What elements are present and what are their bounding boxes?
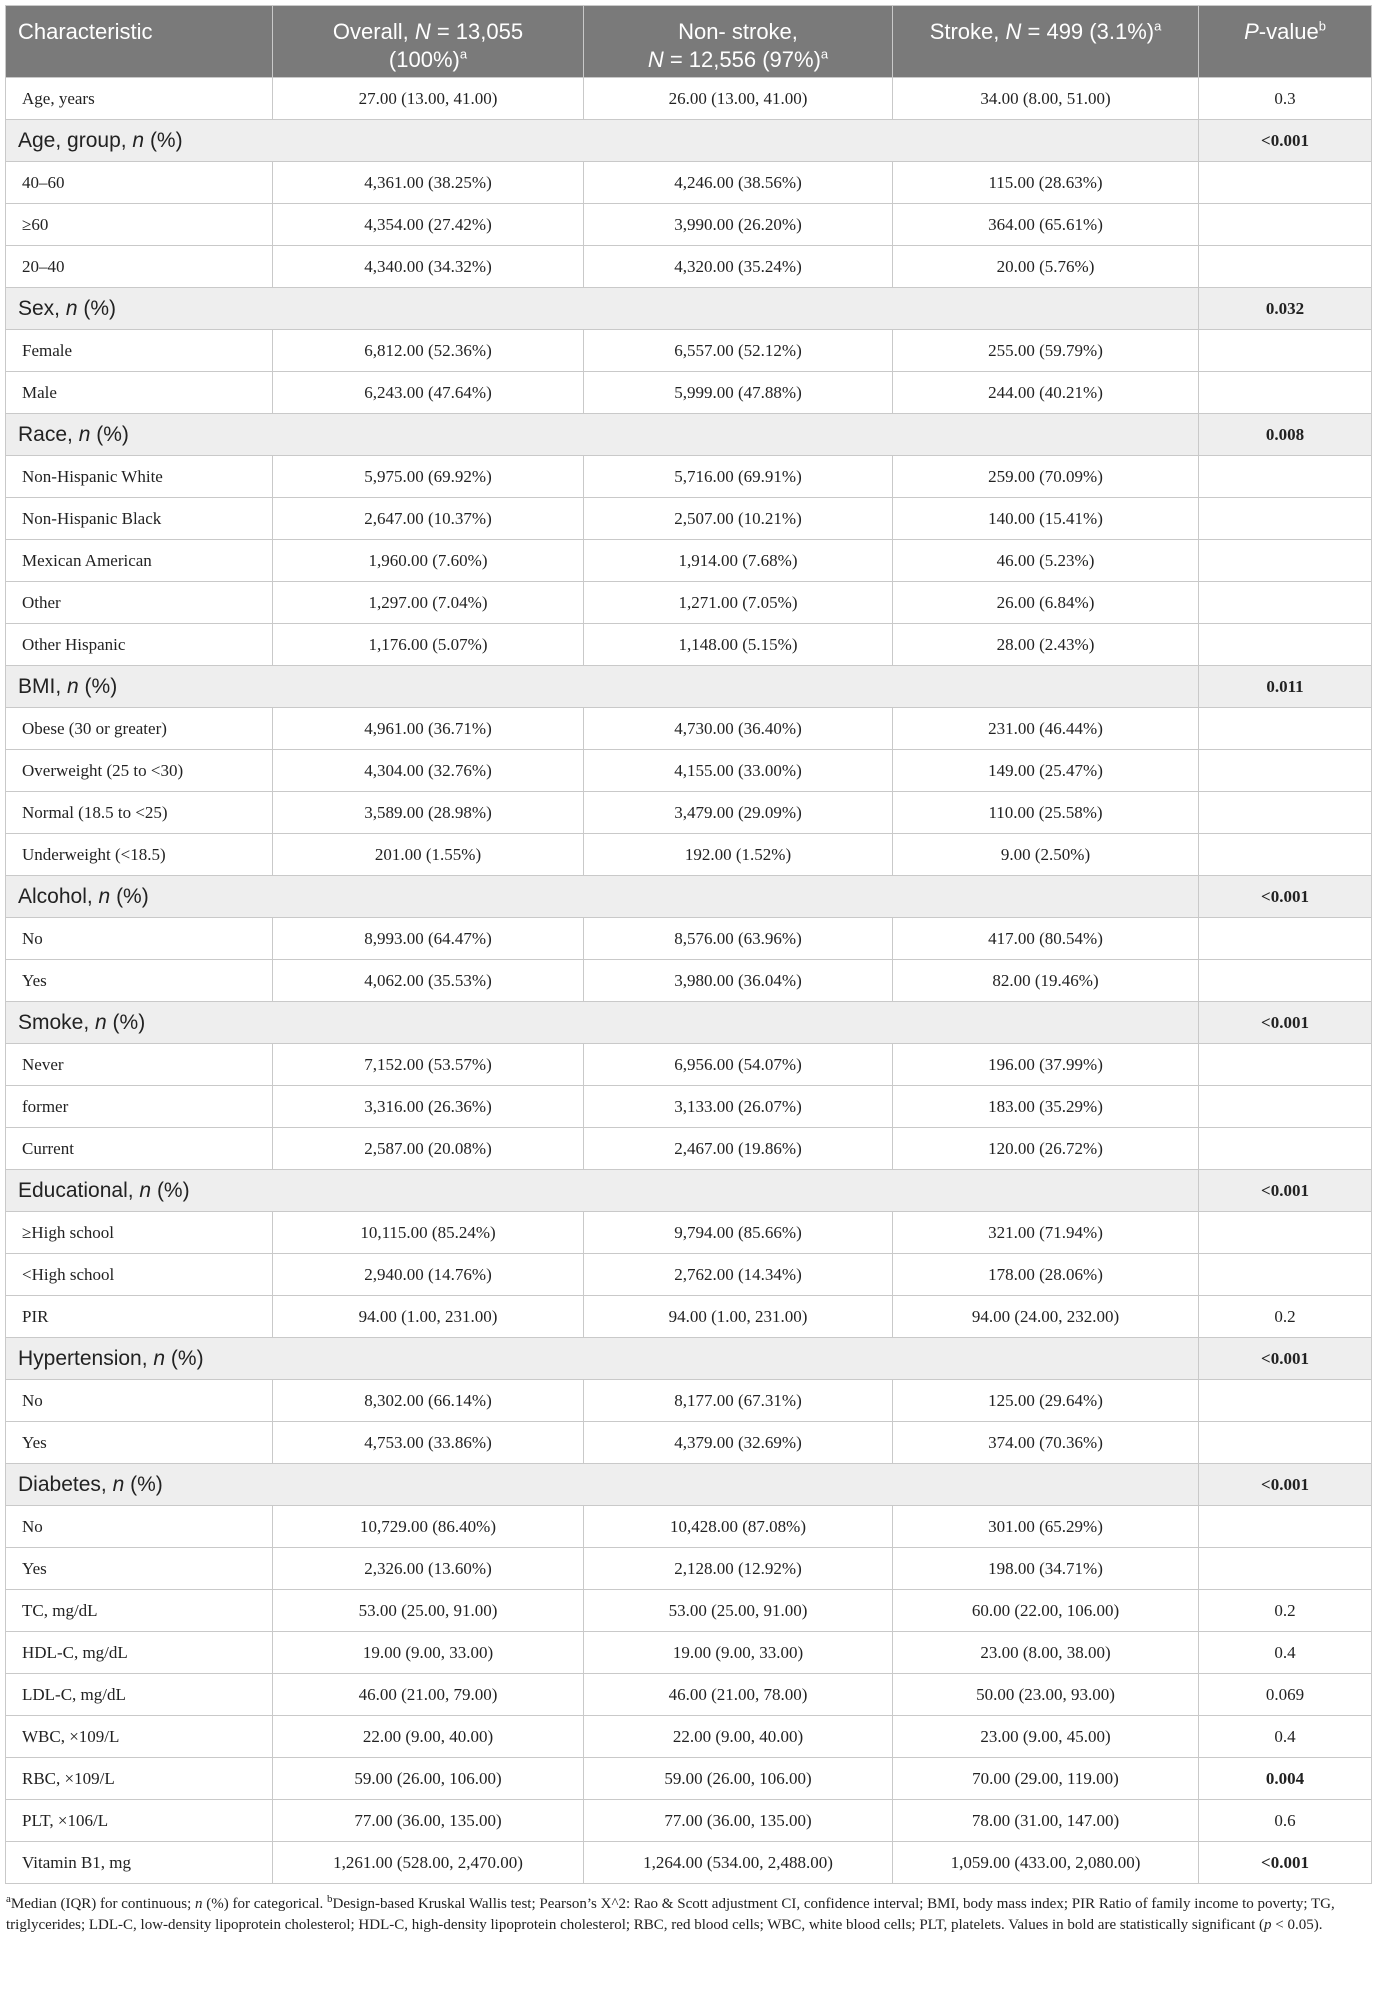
table-row xyxy=(6,246,1372,288)
row-label: Current xyxy=(6,1128,273,1170)
row-label: No xyxy=(6,918,273,960)
group-pvalue: 0.011 xyxy=(1199,666,1372,708)
table-body xyxy=(6,78,1372,1884)
cell-nonstroke: 1,914.00 (7.68%) xyxy=(584,540,893,582)
cell-stroke: 70.00 (29.00, 119.00) xyxy=(893,1758,1199,1800)
footnote-b-text: Design-based Kruskal Wallis test; Pearson’s X^2: Rao & Scott adjustment CI, confidence interval; BMI, body mass index; PIR Ratio of family income to poverty; TG, triglycerides; LDL-C, low-density lipoprotein cholesterol; HDL-C, high-density lipoprotein cholesterol; RBC, red blood cells; WBC, white blood cells; PLT, platelets. Values in bold are statistically significant ( xyxy=(6,1896,1335,1933)
header-stroke-n: N xyxy=(1005,19,1022,44)
row-label: Non-Hispanic White xyxy=(6,456,273,498)
row-label: HDL-C, mg/dL xyxy=(6,1632,273,1674)
group-label-suffix: (%) xyxy=(106,1010,146,1034)
cell-stroke: 149.00 (25.47%) xyxy=(893,750,1199,792)
table-row xyxy=(6,1422,1372,1464)
cell-overall: 7,152.00 (53.57%) xyxy=(273,1044,584,1086)
cell-overall: 4,354.00 (27.42%) xyxy=(273,204,584,246)
row-label: Yes xyxy=(6,1422,273,1464)
group-label xyxy=(6,414,1199,456)
table-row xyxy=(6,1254,1372,1296)
cell-pvalue xyxy=(1199,1506,1372,1548)
table-row xyxy=(6,834,1372,876)
group-pvalue: <0.001 xyxy=(1199,1170,1372,1212)
row-label: No xyxy=(6,1380,273,1422)
group-pvalue: <0.001 xyxy=(1199,120,1372,162)
cell-pvalue: 0.4 xyxy=(1199,1716,1372,1758)
cell-stroke: 46.00 (5.23%) xyxy=(893,540,1199,582)
header-characteristic-text: Characteristic xyxy=(18,19,153,44)
cell-pvalue xyxy=(1199,918,1372,960)
group-label-text: Educational, xyxy=(18,1178,140,1202)
cell-overall: 1,261.00 (528.00, 2,470.00) xyxy=(273,1842,584,1884)
group-label-n: n xyxy=(95,1010,107,1034)
group-label xyxy=(6,288,1199,330)
cell-stroke: 301.00 (65.29%) xyxy=(893,1506,1199,1548)
group-label-n: n xyxy=(65,296,78,320)
cell-overall: 2,587.00 (20.08%) xyxy=(273,1128,584,1170)
cell-stroke: 364.00 (65.61%) xyxy=(893,204,1199,246)
cell-pvalue: 0.2 xyxy=(1199,1590,1372,1632)
cell-pvalue: 0.004 xyxy=(1199,1758,1372,1800)
row-label: Other xyxy=(6,582,273,624)
group-label-suffix: (%) xyxy=(78,674,118,698)
cell-nonstroke: 77.00 (36.00, 135.00) xyxy=(584,1800,893,1842)
cell-pvalue xyxy=(1199,162,1372,204)
cell-pvalue: 0.6 xyxy=(1199,1800,1372,1842)
table-row xyxy=(6,1716,1372,1758)
row-label: Vitamin B1, mg xyxy=(6,1842,273,1884)
cell-overall: 22.00 (9.00, 40.00) xyxy=(273,1716,584,1758)
header-pvalue xyxy=(1199,6,1372,78)
cell-pvalue xyxy=(1199,1422,1372,1464)
cell-nonstroke: 22.00 (9.00, 40.00) xyxy=(584,1716,893,1758)
cell-stroke: 110.00 (25.58%) xyxy=(893,792,1199,834)
group-pvalue: <0.001 xyxy=(1199,1002,1372,1044)
cell-nonstroke: 9,794.00 (85.66%) xyxy=(584,1212,893,1254)
group-header-row xyxy=(6,120,1372,162)
group-header-row xyxy=(6,1338,1372,1380)
cell-stroke: 198.00 (34.71%) xyxy=(893,1548,1199,1590)
cell-pvalue: 0.2 xyxy=(1199,1296,1372,1338)
group-label-text: BMI, xyxy=(18,674,68,698)
cell-nonstroke: 1,271.00 (7.05%) xyxy=(584,582,893,624)
header-overall-count: = 13,055 xyxy=(430,19,524,44)
cell-overall: 8,993.00 (64.47%) xyxy=(273,918,584,960)
row-label: Normal (18.5 to <25) xyxy=(6,792,273,834)
cell-stroke: 120.00 (26.72%) xyxy=(893,1128,1199,1170)
cell-stroke: 115.00 (28.63%) xyxy=(893,162,1199,204)
baseline-characteristics-table xyxy=(5,5,1372,1884)
cell-pvalue xyxy=(1199,834,1372,876)
cell-stroke: 255.00 (59.79%) xyxy=(893,330,1199,372)
table-row xyxy=(6,372,1372,414)
row-label: No xyxy=(6,1506,273,1548)
cell-stroke: 34.00 (8.00, 51.00) xyxy=(893,78,1199,120)
table-row xyxy=(6,498,1372,540)
cell-stroke: 26.00 (6.84%) xyxy=(893,582,1199,624)
cell-stroke: 50.00 (23.00, 93.00) xyxy=(893,1674,1199,1716)
cell-nonstroke: 19.00 (9.00, 33.00) xyxy=(584,1632,893,1674)
cell-nonstroke: 2,762.00 (14.34%) xyxy=(584,1254,893,1296)
cell-nonstroke: 3,980.00 (36.04%) xyxy=(584,960,893,1002)
group-header-row xyxy=(6,1170,1372,1212)
group-label xyxy=(6,120,1199,162)
row-label: ≥60 xyxy=(6,204,273,246)
cell-nonstroke: 26.00 (13.00, 41.00) xyxy=(584,78,893,120)
cell-overall: 1,297.00 (7.04%) xyxy=(273,582,584,624)
cell-nonstroke: 1,148.00 (5.15%) xyxy=(584,624,893,666)
cell-nonstroke: 53.00 (25.00, 91.00) xyxy=(584,1590,893,1632)
row-label: Yes xyxy=(6,1548,273,1590)
cell-overall: 10,729.00 (86.40%) xyxy=(273,1506,584,1548)
group-label-suffix: (%) xyxy=(151,1178,190,1202)
group-header-row xyxy=(6,666,1372,708)
cell-pvalue xyxy=(1199,624,1372,666)
cell-nonstroke: 5,716.00 (69.91%) xyxy=(584,456,893,498)
table-container xyxy=(5,5,1371,1936)
group-label xyxy=(6,1170,1199,1212)
group-label xyxy=(6,876,1199,918)
cell-pvalue xyxy=(1199,1254,1372,1296)
table-row xyxy=(6,78,1372,120)
table-row xyxy=(6,330,1372,372)
cell-stroke: 231.00 (46.44%) xyxy=(893,708,1199,750)
header-overall-pct: (100%) xyxy=(388,47,460,72)
table-row xyxy=(6,540,1372,582)
cell-nonstroke: 4,379.00 (32.69%) xyxy=(584,1422,893,1464)
table-row xyxy=(6,204,1372,246)
cell-overall: 94.00 (1.00, 231.00) xyxy=(273,1296,584,1338)
cell-stroke: 60.00 (22.00, 106.00) xyxy=(893,1590,1199,1632)
table-row xyxy=(6,1842,1372,1884)
row-label: Female xyxy=(6,330,273,372)
cell-pvalue: 0.3 xyxy=(1199,78,1372,120)
table-row xyxy=(6,1548,1372,1590)
footnote-sup-a: a xyxy=(6,1893,11,1905)
table-row xyxy=(6,1212,1372,1254)
group-label xyxy=(6,1002,1199,1044)
group-header-row xyxy=(6,876,1372,918)
cell-overall: 1,176.00 (5.07%) xyxy=(273,624,584,666)
row-label: <High school xyxy=(6,1254,273,1296)
cell-pvalue xyxy=(1199,372,1372,414)
table-row xyxy=(6,1044,1372,1086)
cell-nonstroke: 8,576.00 (63.96%) xyxy=(584,918,893,960)
table-row xyxy=(6,1380,1372,1422)
cell-overall: 3,589.00 (28.98%) xyxy=(273,792,584,834)
group-label xyxy=(6,666,1199,708)
header-pvalue-label: -value xyxy=(1258,19,1319,44)
group-header-row xyxy=(6,1464,1372,1506)
footnote-b-post: < 0.05). xyxy=(1271,1917,1323,1933)
header-characteristic xyxy=(6,6,273,78)
cell-nonstroke: 59.00 (26.00, 106.00) xyxy=(584,1758,893,1800)
cell-stroke: 125.00 (29.64%) xyxy=(893,1380,1199,1422)
group-label-text: Sex, xyxy=(18,296,66,320)
cell-nonstroke: 4,246.00 (38.56%) xyxy=(584,162,893,204)
cell-nonstroke: 8,177.00 (67.31%) xyxy=(584,1380,893,1422)
header-nonstroke xyxy=(584,6,893,78)
cell-stroke: 183.00 (35.29%) xyxy=(893,1086,1199,1128)
cell-nonstroke: 4,320.00 (35.24%) xyxy=(584,246,893,288)
cell-nonstroke: 2,507.00 (10.21%) xyxy=(584,498,893,540)
row-label: PIR xyxy=(6,1296,273,1338)
header-stroke-label: Stroke, xyxy=(929,19,1006,44)
group-header-row xyxy=(6,414,1372,456)
row-label: Age, years xyxy=(6,78,273,120)
table-row xyxy=(6,750,1372,792)
row-label: WBC, ×109/L xyxy=(6,1716,273,1758)
cell-pvalue xyxy=(1199,960,1372,1002)
cell-pvalue xyxy=(1199,1044,1372,1086)
cell-overall: 4,062.00 (35.53%) xyxy=(273,960,584,1002)
table-row xyxy=(6,582,1372,624)
row-label: Non-Hispanic Black xyxy=(6,498,273,540)
cell-stroke: 374.00 (70.36%) xyxy=(893,1422,1199,1464)
group-label-text: Race, xyxy=(18,422,79,446)
cell-overall: 53.00 (25.00, 91.00) xyxy=(273,1590,584,1632)
row-label: 40–60 xyxy=(6,162,273,204)
group-label-text: Smoke, xyxy=(18,1010,96,1034)
cell-overall: 2,326.00 (13.60%) xyxy=(273,1548,584,1590)
cell-overall: 4,753.00 (33.86%) xyxy=(273,1422,584,1464)
cell-overall: 4,961.00 (36.71%) xyxy=(273,708,584,750)
cell-pvalue xyxy=(1199,792,1372,834)
cell-stroke: 244.00 (40.21%) xyxy=(893,372,1199,414)
cell-pvalue: <0.001 xyxy=(1199,1842,1372,1884)
row-label: LDL-C, mg/dL xyxy=(6,1674,273,1716)
group-label-n: n xyxy=(139,1178,152,1202)
row-label: 20–40 xyxy=(6,246,273,288)
group-pvalue: <0.001 xyxy=(1199,1338,1372,1380)
table-row xyxy=(6,624,1372,666)
table-row xyxy=(6,1758,1372,1800)
cell-stroke: 178.00 (28.06%) xyxy=(893,1254,1199,1296)
cell-pvalue xyxy=(1199,330,1372,372)
group-label-text: Age, group, xyxy=(18,128,133,152)
cell-nonstroke: 2,467.00 (19.86%) xyxy=(584,1128,893,1170)
cell-overall: 77.00 (36.00, 135.00) xyxy=(273,1800,584,1842)
header-overall-n: N xyxy=(414,19,431,44)
cell-stroke: 196.00 (37.99%) xyxy=(893,1044,1199,1086)
cell-pvalue xyxy=(1199,204,1372,246)
row-label: Other Hispanic xyxy=(6,624,273,666)
row-label: Overweight (25 to <30) xyxy=(6,750,273,792)
table-row xyxy=(6,960,1372,1002)
table-row xyxy=(6,1674,1372,1716)
group-label-n: n xyxy=(78,422,91,446)
header-nonstroke-n: N xyxy=(647,47,664,72)
cell-overall: 6,812.00 (52.36%) xyxy=(273,330,584,372)
cell-stroke: 82.00 (19.46%) xyxy=(893,960,1199,1002)
header-stroke-count: = 499 (3.1%) xyxy=(1021,19,1155,44)
cell-overall: 4,304.00 (32.76%) xyxy=(273,750,584,792)
cell-nonstroke: 3,133.00 (26.07%) xyxy=(584,1086,893,1128)
cell-overall: 2,647.00 (10.37%) xyxy=(273,498,584,540)
cell-overall: 46.00 (21.00, 79.00) xyxy=(273,1674,584,1716)
header-stroke-sup: a xyxy=(1154,18,1162,34)
cell-pvalue xyxy=(1199,246,1372,288)
header-overall xyxy=(273,6,584,78)
row-label: Yes xyxy=(6,960,273,1002)
table-row xyxy=(6,1632,1372,1674)
header-pvalue-p: P xyxy=(1244,19,1259,44)
header-pvalue-sup: b xyxy=(1318,18,1326,34)
group-label-text: Hypertension, xyxy=(18,1346,154,1370)
table-row xyxy=(6,1800,1372,1842)
cell-pvalue xyxy=(1199,750,1372,792)
cell-nonstroke: 94.00 (1.00, 231.00) xyxy=(584,1296,893,1338)
table-row xyxy=(6,162,1372,204)
cell-nonstroke: 192.00 (1.52%) xyxy=(584,834,893,876)
table-row xyxy=(6,1506,1372,1548)
cell-pvalue xyxy=(1199,540,1372,582)
cell-stroke: 23.00 (9.00, 45.00) xyxy=(893,1716,1199,1758)
cell-nonstroke: 10,428.00 (87.08%) xyxy=(584,1506,893,1548)
table-row xyxy=(6,456,1372,498)
cell-stroke: 20.00 (5.76%) xyxy=(893,246,1199,288)
group-label-suffix: (%) xyxy=(144,128,183,152)
footnote-a-text: Median (IQR) for continuous; xyxy=(10,1896,196,1912)
group-label-n: n xyxy=(67,674,79,698)
cell-pvalue xyxy=(1199,498,1372,540)
row-label: Never xyxy=(6,1044,273,1086)
cell-nonstroke: 3,990.00 (26.20%) xyxy=(584,204,893,246)
cell-nonstroke: 6,557.00 (52.12%) xyxy=(584,330,893,372)
table-row xyxy=(6,792,1372,834)
group-pvalue: <0.001 xyxy=(1199,1464,1372,1506)
row-label: Underweight (<18.5) xyxy=(6,834,273,876)
cell-stroke: 94.00 (24.00, 232.00) xyxy=(893,1296,1199,1338)
cell-nonstroke: 1,264.00 (534.00, 2,488.00) xyxy=(584,1842,893,1884)
group-pvalue: <0.001 xyxy=(1199,876,1372,918)
cell-overall: 10,115.00 (85.24%) xyxy=(273,1212,584,1254)
row-label: Male xyxy=(6,372,273,414)
header-overall-sup: a xyxy=(459,46,468,62)
cell-pvalue xyxy=(1199,1548,1372,1590)
cell-stroke: 140.00 (15.41%) xyxy=(893,498,1199,540)
cell-overall: 6,243.00 (47.64%) xyxy=(273,372,584,414)
group-label-n: n xyxy=(98,884,111,908)
cell-stroke: 321.00 (71.94%) xyxy=(893,1212,1199,1254)
cell-stroke: 78.00 (31.00, 147.00) xyxy=(893,1800,1199,1842)
group-label-suffix: (%) xyxy=(90,422,129,446)
table-footnote xyxy=(5,1894,1371,1936)
footnote-sup-b: b xyxy=(327,1893,333,1905)
cell-pvalue xyxy=(1199,1128,1372,1170)
header-nonstroke-sup: a xyxy=(820,46,829,62)
cell-overall: 59.00 (26.00, 106.00) xyxy=(273,1758,584,1800)
row-label: Mexican American xyxy=(6,540,273,582)
group-pvalue: 0.032 xyxy=(1199,288,1372,330)
cell-overall: 3,316.00 (26.36%) xyxy=(273,1086,584,1128)
table-row xyxy=(6,1590,1372,1632)
cell-pvalue xyxy=(1199,582,1372,624)
cell-nonstroke: 4,730.00 (36.40%) xyxy=(584,708,893,750)
header-stroke xyxy=(893,6,1199,78)
group-pvalue: 0.008 xyxy=(1199,414,1372,456)
cell-stroke: 9.00 (2.50%) xyxy=(893,834,1199,876)
group-label-suffix: (%) xyxy=(110,884,149,908)
cell-nonstroke: 46.00 (21.00, 78.00) xyxy=(584,1674,893,1716)
table-row xyxy=(6,918,1372,960)
cell-overall: 2,940.00 (14.76%) xyxy=(273,1254,584,1296)
cell-pvalue xyxy=(1199,1380,1372,1422)
cell-pvalue: 0.069 xyxy=(1199,1674,1372,1716)
group-label-n: n xyxy=(153,1346,166,1370)
cell-pvalue xyxy=(1199,456,1372,498)
group-header-row xyxy=(6,288,1372,330)
table-row xyxy=(6,708,1372,750)
footnote-b-p: p xyxy=(1263,1917,1272,1933)
cell-nonstroke: 6,956.00 (54.07%) xyxy=(584,1044,893,1086)
table-row xyxy=(6,1128,1372,1170)
row-label: Obese (30 or greater) xyxy=(6,708,273,750)
cell-nonstroke: 3,479.00 (29.09%) xyxy=(584,792,893,834)
group-label-text: Diabetes, xyxy=(18,1472,113,1496)
group-label-text: Alcohol, xyxy=(18,884,99,908)
cell-pvalue xyxy=(1199,708,1372,750)
cell-stroke: 417.00 (80.54%) xyxy=(893,918,1199,960)
group-label-suffix: (%) xyxy=(77,296,117,320)
row-label: ≥High school xyxy=(6,1212,273,1254)
cell-overall: 19.00 (9.00, 33.00) xyxy=(273,1632,584,1674)
cell-overall: 5,975.00 (69.92%) xyxy=(273,456,584,498)
table-row xyxy=(6,1296,1372,1338)
footnote-a-post: (%) for categorical. xyxy=(202,1896,328,1912)
cell-stroke: 259.00 (70.09%) xyxy=(893,456,1199,498)
cell-stroke: 28.00 (2.43%) xyxy=(893,624,1199,666)
group-label-suffix: (%) xyxy=(124,1472,163,1496)
cell-overall: 4,340.00 (34.32%) xyxy=(273,246,584,288)
cell-stroke: 23.00 (8.00, 38.00) xyxy=(893,1632,1199,1674)
cell-overall: 201.00 (1.55%) xyxy=(273,834,584,876)
cell-overall: 8,302.00 (66.14%) xyxy=(273,1380,584,1422)
row-label: RBC, ×109/L xyxy=(6,1758,273,1800)
cell-pvalue: 0.4 xyxy=(1199,1632,1372,1674)
row-label: PLT, ×106/L xyxy=(6,1800,273,1842)
cell-nonstroke: 5,999.00 (47.88%) xyxy=(584,372,893,414)
cell-overall: 27.00 (13.00, 41.00) xyxy=(273,78,584,120)
header-nonstroke-label: Non- stroke, xyxy=(678,19,798,44)
cell-pvalue xyxy=(1199,1086,1372,1128)
footnote-a-n: n xyxy=(195,1896,203,1912)
header-row xyxy=(6,6,1372,78)
header-overall-label: Overall, xyxy=(332,19,415,44)
group-label-n: n xyxy=(132,128,145,152)
header-nonstroke-count: = 12,556 (97%) xyxy=(663,47,821,72)
group-header-row xyxy=(6,1002,1372,1044)
cell-nonstroke: 4,155.00 (33.00%) xyxy=(584,750,893,792)
group-label-n: n xyxy=(112,1472,125,1496)
cell-stroke: 1,059.00 (433.00, 2,080.00) xyxy=(893,1842,1199,1884)
row-label: TC, mg/dL xyxy=(6,1590,273,1632)
cell-pvalue xyxy=(1199,1212,1372,1254)
group-label xyxy=(6,1464,1199,1506)
group-label-suffix: (%) xyxy=(165,1346,204,1370)
group-label xyxy=(6,1338,1199,1380)
cell-overall: 1,960.00 (7.60%) xyxy=(273,540,584,582)
row-label: former xyxy=(6,1086,273,1128)
cell-nonstroke: 2,128.00 (12.92%) xyxy=(584,1548,893,1590)
cell-overall: 4,361.00 (38.25%) xyxy=(273,162,584,204)
table-row xyxy=(6,1086,1372,1128)
